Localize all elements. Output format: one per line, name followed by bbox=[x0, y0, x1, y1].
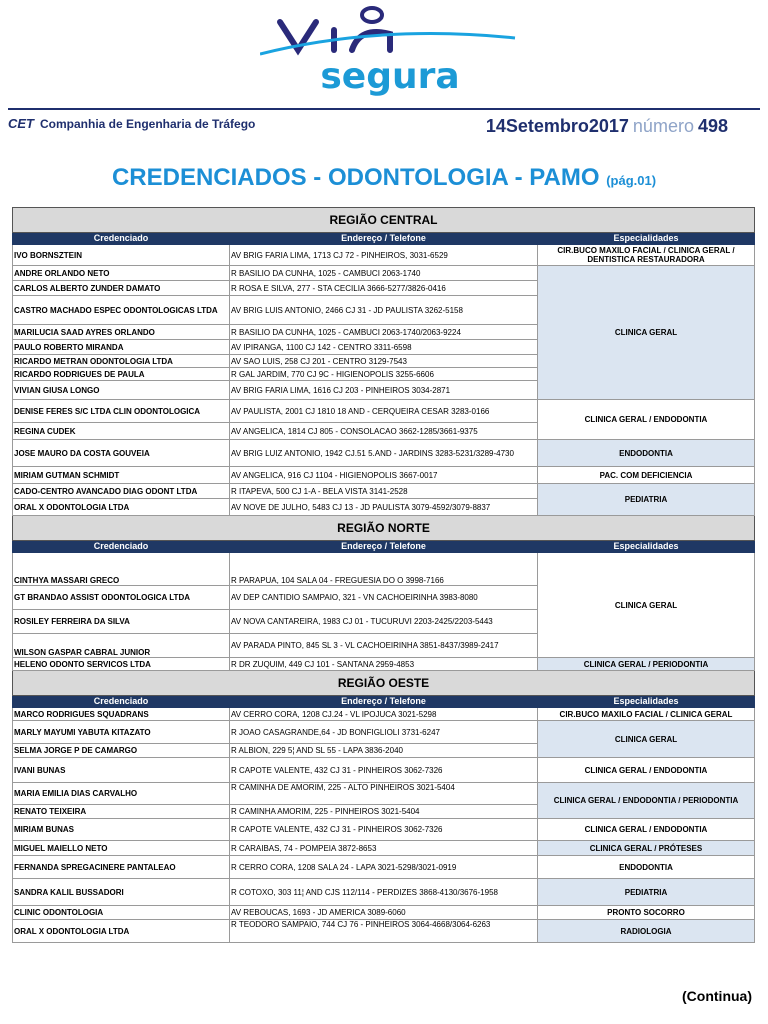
credenciado-address: R CAPOTE VALENTE, 432 CJ 31 - PINHEIROS 3062-7326 bbox=[230, 819, 538, 841]
specialty-cell: CLINICA GERAL / ENDODONTIA bbox=[538, 819, 755, 841]
table-row bbox=[13, 484, 755, 499]
credenciado-address: R ITAPEVA, 500 CJ 1-A - BELA VISTA 3141-2528 bbox=[230, 484, 538, 499]
credenciados-table bbox=[12, 207, 755, 943]
credenciado-address: R CAMINHA DE AMORIM, 225 - ALTO PINHEIROS 3021-5404 bbox=[230, 783, 538, 805]
specialty-cell: RADIOLOGIA bbox=[538, 920, 755, 943]
edition-number-label: número bbox=[632, 116, 694, 136]
credenciado-address: AV IPIRANGA, 1100 CJ 142 - CENTRO 3311-6598 bbox=[230, 340, 538, 355]
credenciado-name: ORAL X ODONTOLOGIA LTDA bbox=[13, 920, 230, 943]
edition-date: 14Setembro2017 bbox=[485, 116, 629, 136]
credenciado-address: R DR ZUQUIM, 449 CJ 101 - SANTANA 2959-4853 bbox=[230, 658, 538, 671]
specialty-cell: PAC. COM DEFICIENCIA bbox=[538, 467, 755, 484]
credenciado-name: CARLOS ALBERTO ZUNDER DAMATO bbox=[13, 281, 230, 296]
credenciado-name: CADO-CENTRO AVANCADO DIAG ODONT LTDA bbox=[13, 484, 230, 499]
credenciado-address: R CAMINHA AMORIM, 225 - PINHEIROS 3021-5404 bbox=[230, 805, 538, 819]
table-row bbox=[13, 658, 755, 671]
credenciado-address: AV NOVE DE JULHO, 5483 CJ 13 - JD PAULISTA 3079-4592/3079-8837 bbox=[230, 499, 538, 516]
specialty-cell: PRONTO SOCORRO bbox=[538, 906, 755, 920]
credenciado-name: RENATO TEIXEIRA bbox=[13, 805, 230, 819]
table-row bbox=[13, 553, 755, 586]
credenciado-address: AV DEP CANTIDIO SAMPAIO, 321 - VN CACHOEIRINHA 3983-8080 bbox=[230, 586, 538, 610]
col-header-specialty: Especialidades bbox=[538, 233, 755, 245]
title-page: (pág.01) bbox=[606, 173, 657, 188]
specialty-cell: ENDODONTIA bbox=[538, 440, 755, 467]
table-row bbox=[13, 708, 755, 721]
col-header-name: Credenciado bbox=[13, 541, 230, 553]
credenciado-name: MARIA EMILIA DIAS CARVALHO bbox=[13, 783, 230, 805]
region-header bbox=[13, 671, 755, 696]
column-header-row bbox=[13, 696, 755, 708]
credenciado-address: R PARAPUA, 104 SALA 04 - FREGUESIA DO O 3998-7166 bbox=[230, 553, 538, 586]
credenciado-name: MIRIAM BUNAS bbox=[13, 819, 230, 841]
credenciado-name: SELMA JORGE P DE CAMARGO bbox=[13, 744, 230, 758]
continua-label: (Continua) bbox=[682, 988, 752, 1004]
col-header-address: Endereço / Telefone bbox=[230, 696, 538, 708]
logo-word: segura bbox=[320, 56, 460, 97]
credenciado-address: R TEODORO SAMPAIO, 744 CJ 76 - PINHEIROS 3064-4668/3064-6263 bbox=[230, 920, 538, 943]
specialty-cell: CIR.BUCO MAXILO FACIAL / CLINICA GERAL / DENTISTICA RESTAURADORA bbox=[538, 245, 755, 266]
credenciado-name: MARLY MAYUMI YABUTA KITAZATO bbox=[13, 721, 230, 744]
cet-mark: CET bbox=[8, 116, 34, 131]
specialty-cell: CIR.BUCO MAXILO FACIAL / CLINICA GERAL bbox=[538, 708, 755, 721]
credenciado-name: WILSON GASPAR CABRAL JUNIOR bbox=[13, 634, 230, 658]
table-row bbox=[13, 758, 755, 783]
specialty-cell: CLINICA GERAL / ENDODONTIA bbox=[538, 758, 755, 783]
specialty-cell: CLINICA GERAL / PRÓTESES bbox=[538, 841, 755, 856]
specialty-cell: CLINICA GERAL / PERIODONTIA bbox=[538, 658, 755, 671]
credenciado-address: AV BRIG FARIA LIMA, 1713 CJ 72 - PINHEIROS, 3031-6529 bbox=[230, 245, 538, 266]
col-header-specialty: Especialidades bbox=[538, 696, 755, 708]
credenciado-address: R ROSA E SILVA, 277 - STA CECILIA 3666-5277/3826-0416 bbox=[230, 281, 538, 296]
credenciado-address: AV BRIG LUIS ANTONIO, 2466 CJ 31 - JD PAULISTA 3262-5158 bbox=[230, 296, 538, 325]
table-row bbox=[13, 721, 755, 744]
column-header-row bbox=[13, 233, 755, 245]
specialty-cell: PEDIATRIA bbox=[538, 484, 755, 516]
credenciado-address: AV CERRO CORA, 1208 CJ.24 - VL IPOJUCA 3021-5298 bbox=[230, 708, 538, 721]
specialty-cell: CLINICA GERAL bbox=[538, 553, 755, 658]
credenciado-address: AV BRIG LUIZ ANTONIO, 1942 CJ.51 5.AND - JARDINS 3283-5231/3289-4730 bbox=[230, 440, 538, 467]
credenciado-name: IVO BORNSZTEIN bbox=[13, 245, 230, 266]
credenciado-name: IVANI BUNAS bbox=[13, 758, 230, 783]
table-row bbox=[13, 467, 755, 484]
page-title bbox=[0, 164, 768, 192]
col-header-name: Credenciado bbox=[13, 233, 230, 245]
region-header bbox=[13, 208, 755, 233]
col-header-name: Credenciado bbox=[13, 696, 230, 708]
title-main: CREDENCIADOS - ODONTOLOGIA - PAMO bbox=[111, 164, 600, 191]
specialty-cell: ENDODONTIA bbox=[538, 856, 755, 879]
credenciado-name: CINTHYA MASSARI GRECO bbox=[13, 553, 230, 586]
table-row bbox=[13, 906, 755, 920]
edition-number: 498 bbox=[697, 116, 728, 136]
region-header bbox=[13, 516, 755, 541]
table-row bbox=[13, 841, 755, 856]
credenciado-name: REGINA CUDEK bbox=[13, 423, 230, 440]
column-header-row bbox=[13, 541, 755, 553]
credenciado-name: ROSILEY FERREIRA DA SILVA bbox=[13, 610, 230, 634]
credenciado-name: ORAL X ODONTOLOGIA LTDA bbox=[13, 499, 230, 516]
region-title: REGIÃO OESTE bbox=[13, 671, 755, 696]
specialty-cell: CLINICA GERAL bbox=[538, 266, 755, 400]
credenciado-name: RICARDO METRAN ODONTOLOGIA LTDA bbox=[13, 355, 230, 368]
credenciado-address: R COTOXO, 303 11¦ AND CJS 112/114 - PERDIZES 3868-4130/3676-1958 bbox=[230, 879, 538, 906]
via-segura-logo bbox=[260, 4, 520, 98]
credenciado-name: SANDRA KALIL BUSSADORI bbox=[13, 879, 230, 906]
credenciado-address: R BASILIO DA CUNHA, 1025 - CAMBUCI 2063-1740/2063-9224 bbox=[230, 325, 538, 340]
credenciado-address: R BASILIO DA CUNHA, 1025 - CAMBUCI 2063-1740 bbox=[230, 266, 538, 281]
credenciado-name: RICARDO RODRIGUES DE PAULA bbox=[13, 368, 230, 381]
specialty-cell: CLINICA GERAL / ENDODONTIA / PERIODONTIA bbox=[538, 783, 755, 819]
credenciado-address: AV SAO LUIS, 258 CJ 201 - CENTRO 3129-7543 bbox=[230, 355, 538, 368]
credenciado-address: AV NOVA CANTAREIRA, 1983 CJ 01 - TUCURUVI 2203-2425/2203-5443 bbox=[230, 610, 538, 634]
credenciado-name: CLINIC ODONTOLOGIA bbox=[13, 906, 230, 920]
col-header-address: Endereço / Telefone bbox=[230, 541, 538, 553]
region-title: REGIÃO CENTRAL bbox=[13, 208, 755, 233]
credenciado-name: MARCO RODRIGUES SQUADRANS bbox=[13, 708, 230, 721]
region-title: REGIÃO NORTE bbox=[13, 516, 755, 541]
table-row bbox=[13, 266, 755, 281]
credenciado-address: AV BRIG FARIA LIMA, 1616 CJ 203 - PINHEIROS 3034-2871 bbox=[230, 381, 538, 400]
credenciado-name: DENISE FERES S/C LTDA CLIN ODONTOLOGICA bbox=[13, 400, 230, 423]
specialty-cell: CLINICA GERAL bbox=[538, 721, 755, 758]
credenciado-address: AV REBOUCAS, 1693 - JD AMERICA 3089-6060 bbox=[230, 906, 538, 920]
credenciado-name: JOSE MAURO DA COSTA GOUVEIA bbox=[13, 440, 230, 467]
credenciado-address: R ALBION, 229 5¦ AND SL 55 - LAPA 3836-2040 bbox=[230, 744, 538, 758]
credenciado-name: ANDRE ORLANDO NETO bbox=[13, 266, 230, 281]
company-line bbox=[8, 116, 255, 131]
col-header-address: Endereço / Telefone bbox=[230, 233, 538, 245]
table-row bbox=[13, 783, 755, 805]
credenciado-address: AV ANGELICA, 916 CJ 1104 - HIGIENOPOLIS 3667-0017 bbox=[230, 467, 538, 484]
table-row bbox=[13, 856, 755, 879]
credenciado-address: AV PAULISTA, 2001 CJ 1810 18 AND - CERQUEIRA CESAR 3283-0166 bbox=[230, 400, 538, 423]
col-header-specialty: Especialidades bbox=[538, 541, 755, 553]
table-row bbox=[13, 400, 755, 423]
credenciado-address: R GAL JARDIM, 770 CJ 9C - HIGIENOPOLIS 3255-6606 bbox=[230, 368, 538, 381]
table-row bbox=[13, 819, 755, 841]
credenciado-address: R JOAO CASAGRANDE,64 - JD BONFIGLIOLI 3731-6247 bbox=[230, 721, 538, 744]
credenciado-name: MIGUEL MAIELLO NETO bbox=[13, 841, 230, 856]
header-rule bbox=[8, 108, 760, 110]
credenciado-name: CASTRO MACHADO ESPEC ODONTOLOGICAS LTDA bbox=[13, 296, 230, 325]
credenciado-name: MIRIAM GUTMAN SCHMIDT bbox=[13, 467, 230, 484]
credenciado-address: R CAPOTE VALENTE, 432 CJ 31 - PINHEIROS 3062-7326 bbox=[230, 758, 538, 783]
edition-info bbox=[486, 116, 728, 137]
credenciado-name: FERNANDA SPREGACINERE PANTALEAO bbox=[13, 856, 230, 879]
table-row bbox=[13, 920, 755, 943]
table-row bbox=[13, 440, 755, 467]
credenciado-name: VIVIAN GIUSA LONGO bbox=[13, 381, 230, 400]
table-row bbox=[13, 245, 755, 266]
credenciado-address: R CARAIBAS, 74 - POMPEIA 3872-8653 bbox=[230, 841, 538, 856]
specialty-cell: CLINICA GERAL / ENDODONTIA bbox=[538, 400, 755, 440]
credenciado-name: PAULO ROBERTO MIRANDA bbox=[13, 340, 230, 355]
credenciado-address: R CERRO CORA, 1208 SALA 24 - LAPA 3021-5298/3021-0919 bbox=[230, 856, 538, 879]
credenciado-address: AV PARADA PINTO, 845 SL 3 - VL CACHOEIRINHA 3851-8437/3989-2417 bbox=[230, 634, 538, 658]
table-row bbox=[13, 879, 755, 906]
specialty-cell: PEDIATRIA bbox=[538, 879, 755, 906]
company-name: Companhia de Engenharia de Tráfego bbox=[40, 117, 256, 131]
credenciado-name: MARILUCIA SAAD AYRES ORLANDO bbox=[13, 325, 230, 340]
credenciado-name: GT BRANDAO ASSIST ODONTOLOGICA LTDA bbox=[13, 586, 230, 610]
credenciado-name: HELENO ODONTO SERVICOS LTDA bbox=[13, 658, 230, 671]
credenciado-address: AV ANGELICA, 1814 CJ 805 - CONSOLACAO 3662-1285/3661-9375 bbox=[230, 423, 538, 440]
